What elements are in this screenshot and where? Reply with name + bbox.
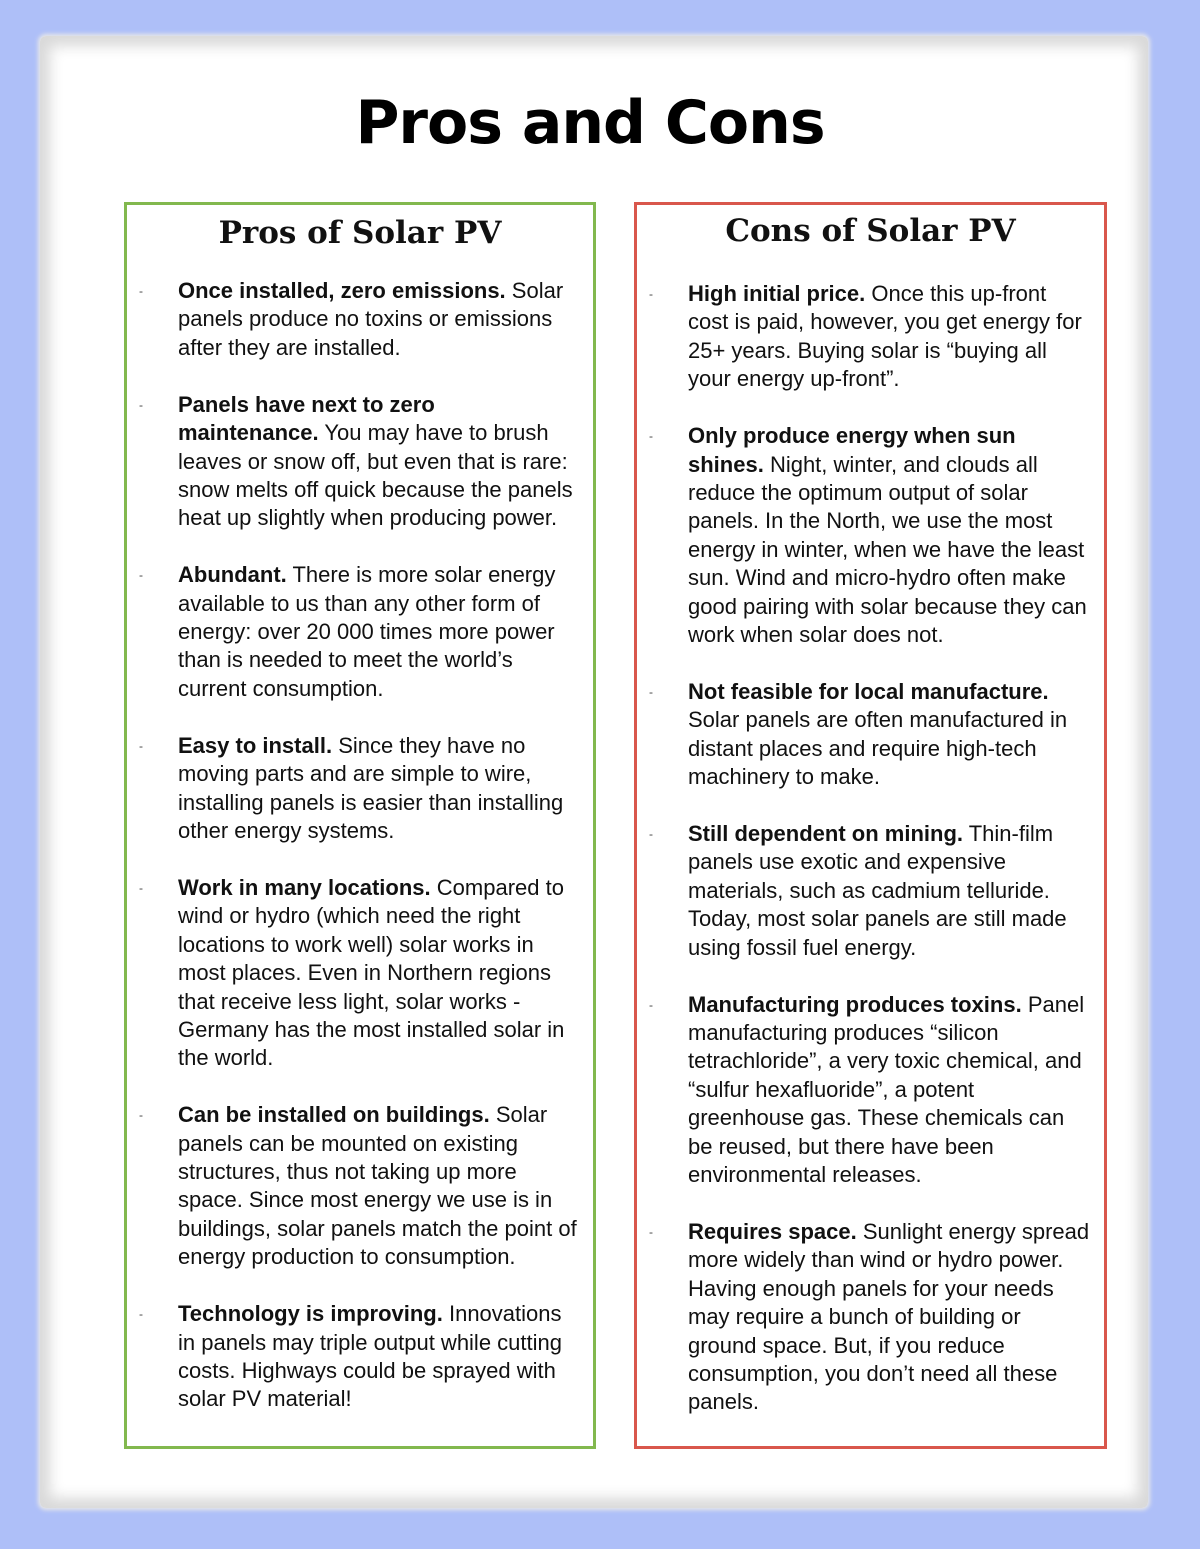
item-lead: Abundant. [178,562,287,588]
page-title: Pros and Cons [355,88,825,158]
pros-list-item [127,391,593,533]
bullet-marker: - [139,738,143,753]
pros-list-item [127,1101,593,1271]
item-body: Innovations in panels may triple output while cutting costs. Highways could be sprayed with solar PV material! [178,1301,562,1412]
item-lead: Work in many locations. [178,874,431,900]
item-body: Once this up-front cost is paid, however, you get energy for 25+ years. Buying solar is “buying all your energy up-front”. [688,281,1082,392]
cons-list-item [637,820,1104,962]
item-body: Night, winter, and clouds all reduce the optimum output of solar panels. In the North, we use the most energy in winter, when we have the least sun. Wind and micro-hydro often make good pairing with solar because they can work when solar does not. [688,451,1087,647]
item-body: You may have to brush leaves or snow off, but even that is rare: snow melts off quick because the panels heat up slightly when producing power. [178,420,573,531]
bullet-marker: - [139,284,143,298]
item-lead: Still dependent on mining. [688,821,963,846]
item-body: Solar panels produce no toxins or emissions after they are installed. [178,278,564,360]
cons-list-item [637,991,1104,1190]
item-lead: Easy to install. [178,732,333,758]
bullet-marker: - [649,287,653,301]
item-body: Solar panels can be mounted on existing structures, thus not taking up more space. Since most energy we use is in buildings, solar panels match the point of energy production to consumption. [178,1102,577,1270]
cons-heading: Cons of Solar PV [725,213,1016,249]
bullet-marker: - [139,397,143,412]
bullet-marker: - [649,684,653,699]
item-lead: Panels have next to zero maintenance. [178,391,435,446]
item-lead: Requires space. [688,1218,857,1244]
item-lead: High initial price. [688,281,866,306]
item-lead: Not feasible for local manufacture. [688,678,1049,704]
cons-list-item [637,422,1104,649]
pros-list-item [127,874,593,1073]
bullet-marker: - [139,1307,143,1322]
item-lead: Once installed, zero emissions. [178,278,506,303]
cons-panel [634,202,1107,1449]
pros-heading: Pros of Solar PV [218,215,502,251]
bullet-marker: - [139,568,143,583]
item-body: Sunlight energy spread more widely than wind or hydro power. Having enough panels for your needs may require a bunch of building or ground space. But, if you reduce consumption, you don’t need all these panels. [688,1218,1090,1415]
item-body: There is more solar energy available to us than any other form of energy: over 20 000 times more power than is needed to meet the world’s current consumption. [178,562,556,701]
item-lead: Technology is improving. [178,1301,443,1327]
bullet-marker: - [649,429,653,444]
item-body: Since they have no moving parts and are simple to wire, installing panels is easier than installing other energy systems. [178,732,564,843]
cons-list [637,280,1104,1445]
item-body: Solar panels are often manufactured in distant places and require high-tech machinery to make. [688,707,1068,790]
bullet-marker: - [139,1108,143,1123]
item-lead: Only produce energy when sun shines. [688,423,1016,477]
item-body: Thin-film panels use exotic and expensive materials, such as cadmium telluride. Today, most solar panels are still made using fossil fuel energy. [688,821,1067,960]
bullet-marker: - [139,880,143,895]
item-body: Compared to wind or hydro (which need the right locations to work well) solar works in most places. Even in Northern regions that receive less light, solar works - Germany has the most installed solar in the world. [178,874,565,1071]
cons-list-item [637,280,1104,394]
pros-list-item [127,732,593,846]
pros-list [127,277,593,1442]
bullet-marker: - [649,827,653,841]
pros-list-item [127,277,593,362]
pros-list-item [127,561,593,703]
bullet-marker: - [649,1224,653,1239]
pros-list-item [127,1300,593,1414]
bullet-marker: - [649,997,653,1012]
item-lead: Can be installed on buildings. [178,1102,490,1128]
item-body: Panel manufacturing produces “silicon tetrachloride”, a very toxic chemical, and “sulfur hexafluoride”, a potent greenhouse gas. These chemicals can be reused, but there have been environmental releases. [688,991,1085,1187]
item-lead: Manufacturing produces toxins. [688,991,1022,1017]
cons-list-item [637,1218,1104,1417]
cons-list-item [637,678,1104,792]
pros-panel [124,202,596,1449]
